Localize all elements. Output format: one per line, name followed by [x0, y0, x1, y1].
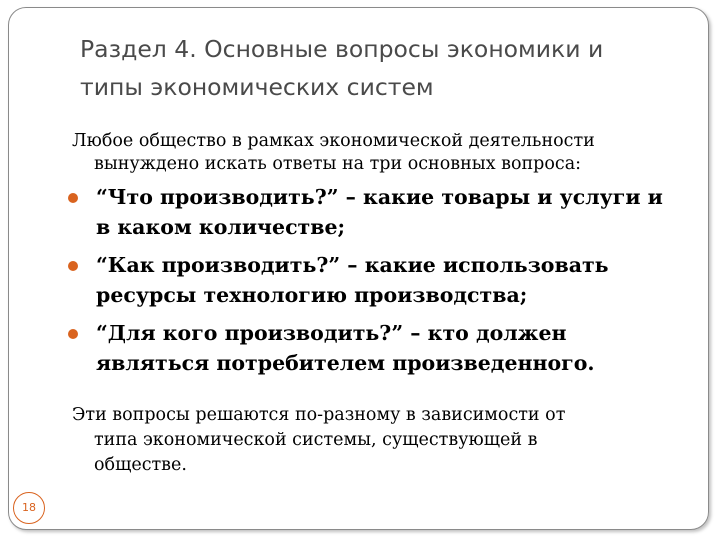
bullet-line-2: в каком количестве; — [96, 215, 346, 239]
outro-line-2: типа экономической системы, существующей в — [94, 430, 538, 450]
intro-line-1: Любое общество в рамках экономической деятельности — [72, 131, 595, 151]
bullet-line-1: “Как производить?” – какие использовать — [96, 253, 609, 277]
outro-paragraph — [72, 403, 692, 478]
page-number-badge — [13, 492, 45, 524]
list-item — [66, 250, 696, 310]
intro-paragraph — [72, 130, 692, 176]
list-item — [66, 182, 696, 242]
title-line-1: Раздел 4. Основные вопросы экономики и — [80, 35, 604, 63]
page-number: 18 — [22, 501, 36, 514]
slide-title — [80, 30, 690, 106]
bullet-line-1: “Для кого производить?” – кто должен — [96, 321, 567, 345]
title-line-2: типы экономических систем — [80, 73, 434, 101]
bullet-icon — [68, 261, 78, 271]
bullet-line-2: ресурсы технологию производства; — [96, 283, 528, 307]
bullet-icon — [68, 329, 78, 339]
question-list — [66, 182, 696, 386]
list-item — [66, 318, 696, 378]
outro-line-1: Эти вопросы решаются по-разному в зависимости от — [72, 405, 566, 425]
bullet-line-1: “Что производить?” – какие товары и услуги и — [96, 185, 663, 209]
intro-line-2: вынуждено искать ответы на три основных вопроса: — [94, 154, 582, 174]
bullet-line-2: являться потребителем произведенного. — [96, 351, 595, 375]
outro-line-3: обществе. — [94, 455, 187, 475]
bullet-icon — [68, 193, 78, 203]
